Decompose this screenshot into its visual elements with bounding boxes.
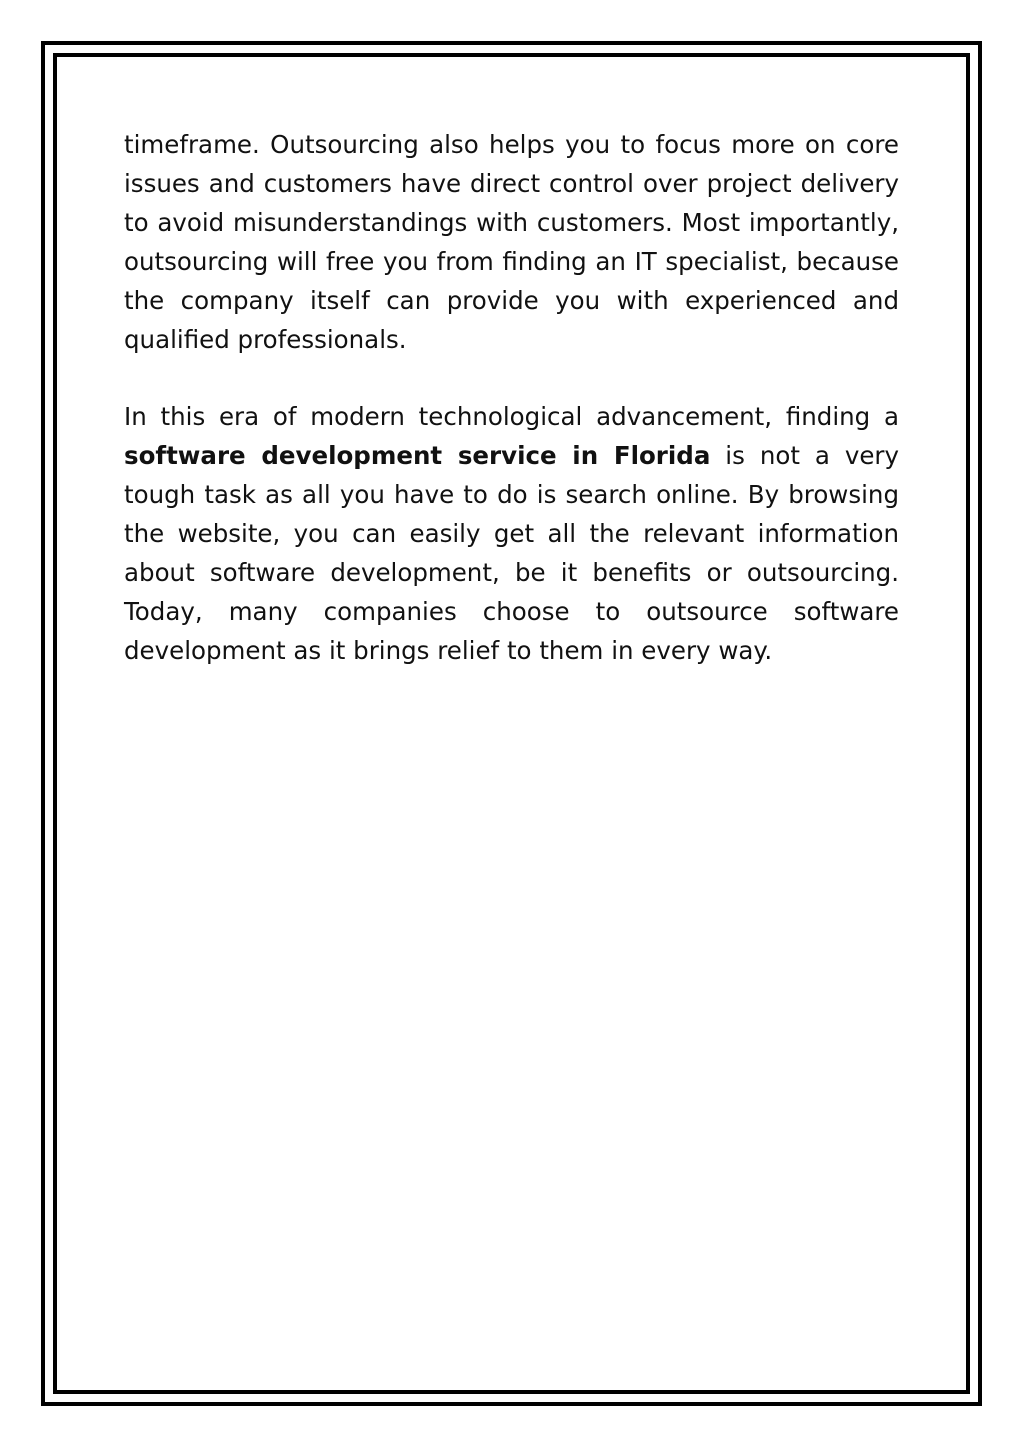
document-body <box>124 125 899 708</box>
paragraph-2 <box>124 397 899 670</box>
paragraph-1: timeframe. Outsourcing also helps you to focus more on core issues and customers have direct control over project delivery to avoid misunderstandings with customers. Most importantly, outsourcing will free you from finding an IT specialist, because the company itself can provide you with experienced and qualified professionals. <box>124 130 899 354</box>
paragraph-2-text-after: is not a very tough task as all you have to do is search online. By browsing the website, you can easily get all the relevant information about software development, be it benefits or outsourcing. Today, many companies choose to outsource software development as it brings relief to them in every way. <box>124 441 899 665</box>
paragraph-2-bold-link-text: software development service in Florida <box>124 441 711 470</box>
paragraph-2-text-before: In this era of modern technological advancement, finding a <box>124 402 899 431</box>
